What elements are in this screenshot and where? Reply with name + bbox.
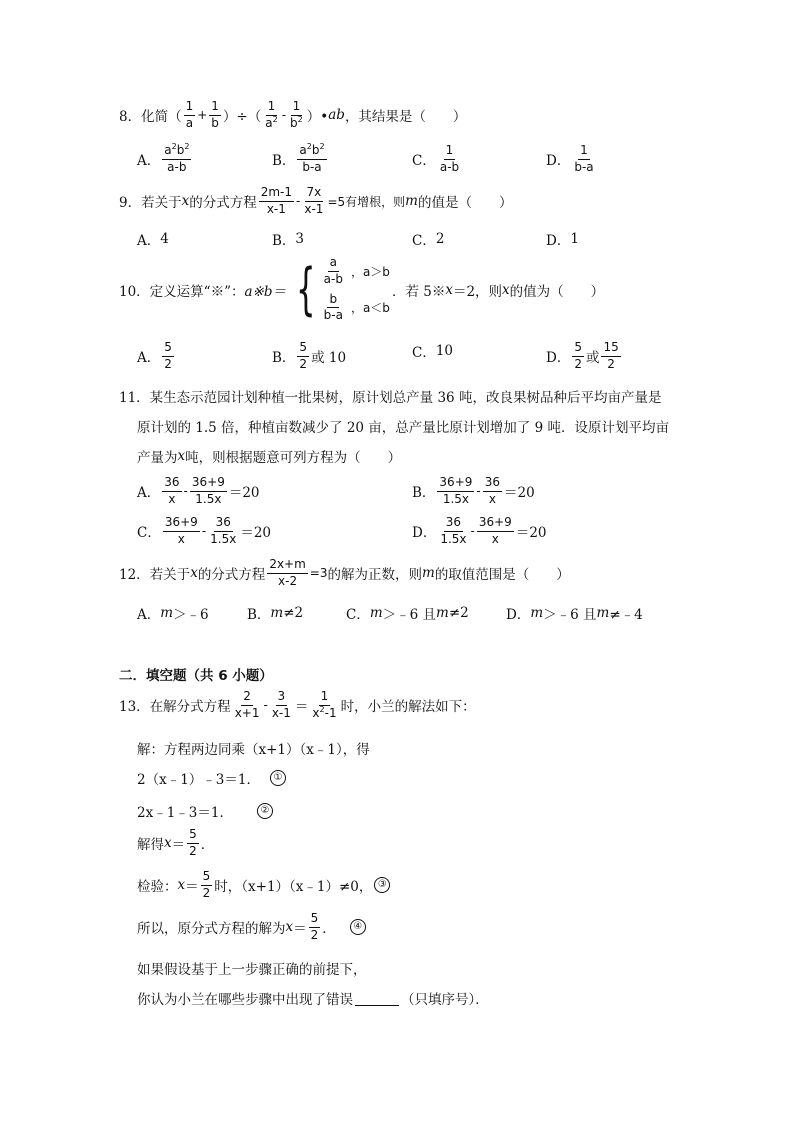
q13-step-intro: 解：方程两边同乘（x+1）（x﹣1），得 — [137, 742, 370, 758]
fraction: $\frac{2x+m}{x-2}$ — [269, 557, 306, 588]
answer-blank[interactable] — [355, 991, 399, 1006]
q10-option-b[interactable]: B． $\frac{5}{2}$ 或 10 — [272, 340, 347, 371]
fraction: $\frac{2m-1}{x-1}$ — [260, 185, 293, 216]
fraction: $\frac{7x}{x-1}$ — [304, 185, 324, 216]
q11-line-2: 原计划的 1.5 倍，种植亩数减少了 20 亩，总产量比原计划增加了 9 吨．设原计划平均亩 — [137, 420, 669, 436]
step-marker-3: ③ — [374, 877, 390, 893]
fraction: $\frac{1}{a^2}$ — [265, 99, 278, 130]
section-title: 二．填空题（共 6 小题） — [119, 668, 273, 684]
q13-step-2: 2x﹣1﹣3＝1． ② — [137, 801, 273, 821]
q8-option-c[interactable]: C． $\frac{1}{a-b}$ — [412, 143, 460, 174]
step-marker-1: ① — [270, 770, 286, 786]
q11-line-1: 11．某生态示范园计划种植一批果树，原计划总产量 36 吨，改良果树品种后平均亩产量是 — [119, 390, 662, 406]
q8-number: 8．化简（ — [119, 109, 182, 126]
q9-option-b[interactable]: B． 3 — [272, 231, 305, 249]
q13-step-conclude: 所以，原分式方程的解为 x ＝ $\frac{5}{2}$ ． ④ — [137, 912, 366, 943]
q11-option-c[interactable]: C． $\frac{36+9}{x}$ - $\frac{36}{1.5x}$ ＝20 — [137, 515, 272, 546]
step-marker-2: ② — [257, 803, 273, 819]
q11-option-b[interactable]: B． $\frac{36+9}{1.5x}$ - $\frac{36}{x}$ ＝20 — [412, 475, 535, 506]
piecewise-brace: { $\frac{a}{a-b}$ ，a＞b $\frac{b}{b-a}$ ，a＜b — [296, 255, 390, 323]
step-marker-4: ④ — [350, 919, 366, 935]
q9-option-a[interactable]: A． 4 — [137, 231, 169, 249]
q9-option-d[interactable]: D． 1 — [546, 231, 579, 249]
q12-option-b[interactable]: B． m ≠2 — [247, 605, 304, 623]
q12-option-a[interactable]: A． m ＞﹣6 — [137, 605, 209, 623]
fraction: $\frac{1}{b^2}$ — [290, 99, 303, 130]
q13-stem: 13．在解分式方程 $\frac{2}{x+1}$ - $\frac{3}{x-1}$ ＝ $\frac{1}{x^2-1}$ 时，小兰的解法如下： — [119, 689, 476, 720]
q9-option-c[interactable]: C． 2 — [412, 231, 445, 249]
q11-line-3: 产量为 x 吨，则根据题意可列方程为（ ） — [137, 448, 402, 466]
q8-option-d[interactable]: D． $\frac{1}{b-a}$ — [546, 143, 594, 174]
q8-option-b[interactable]: B． $\frac{a^2b^2}{b-a}$ — [272, 142, 325, 174]
q10-option-c[interactable]: C． 10 — [412, 343, 454, 361]
q13-step-solve: 解得 x ＝ $\frac{5}{2}$ ． — [137, 827, 215, 858]
q13-question: 你认为小兰在哪些步骤中出现了错误 （只填序号）． — [137, 992, 489, 1008]
q10-stem: 10．定义运算“※”： a※b＝ { $\frac{a}{a-b}$ ，a＞b $\frac{b}{b-a}$ ，a＜b ．若 5※ x ＝2，则 x 的值为（ ） — [119, 255, 605, 323]
q10-option-a[interactable]: A． $\frac{5}{2}$ — [137, 340, 172, 371]
q12-stem: 12．若关于 x 的分式方程 $\frac{2x+m}{x-2}$ =3 的解为正数，则 m 的取值范围是（ ） — [119, 557, 570, 588]
q13-step-1: 2（x﹣1）﹣3＝1． ① — [137, 768, 286, 788]
q11-option-d[interactable]: D． $\frac{36}{1.5x}$ - $\frac{36+9}{x}$ ＝20 — [412, 515, 547, 546]
q13-assumption: 如果假设基于上一步骤正确的前提下， — [137, 962, 367, 978]
q10-option-d[interactable]: D． $\frac{5}{2}$ 或 $\frac{15}{2}$ — [546, 340, 619, 371]
fraction: $\frac{1}{b}$ — [211, 99, 219, 130]
q11-option-a[interactable]: A． $\frac{36}{x}$ - $\frac{36+9}{1.5x}$ ＝20 — [137, 475, 260, 506]
q8-stem: 8．化简（ $\frac{1}{a}$ + $\frac{1}{b}$ ）÷（ $\frac{1}{a^2}$ - $\frac{1}{b^2}$ ）• ab ，其结果是（ ） — [119, 99, 467, 130]
q9-stem: 9．若关于 x 的分式方程 $\frac{2m-1}{x-1}$ - $\frac{7x}{x-1}$ =5有增根，则 m 的值是（ ） — [119, 185, 513, 216]
q12-option-d[interactable]: D． m ＞﹣6 且 m ≠﹣4 — [506, 605, 643, 623]
q12-option-c[interactable]: C． m ＞﹣6 且 m ≠2 — [346, 605, 469, 623]
q8-option-a[interactable]: A． $\frac{a^2b^2}{a-b}$ — [137, 142, 190, 174]
fraction: $\frac{1}{a}$ — [185, 99, 194, 130]
q13-step-check: 检验： x ＝ $\frac{5}{2}$ 时，（x+1）（x﹣1）≠0， ③ — [137, 870, 390, 901]
